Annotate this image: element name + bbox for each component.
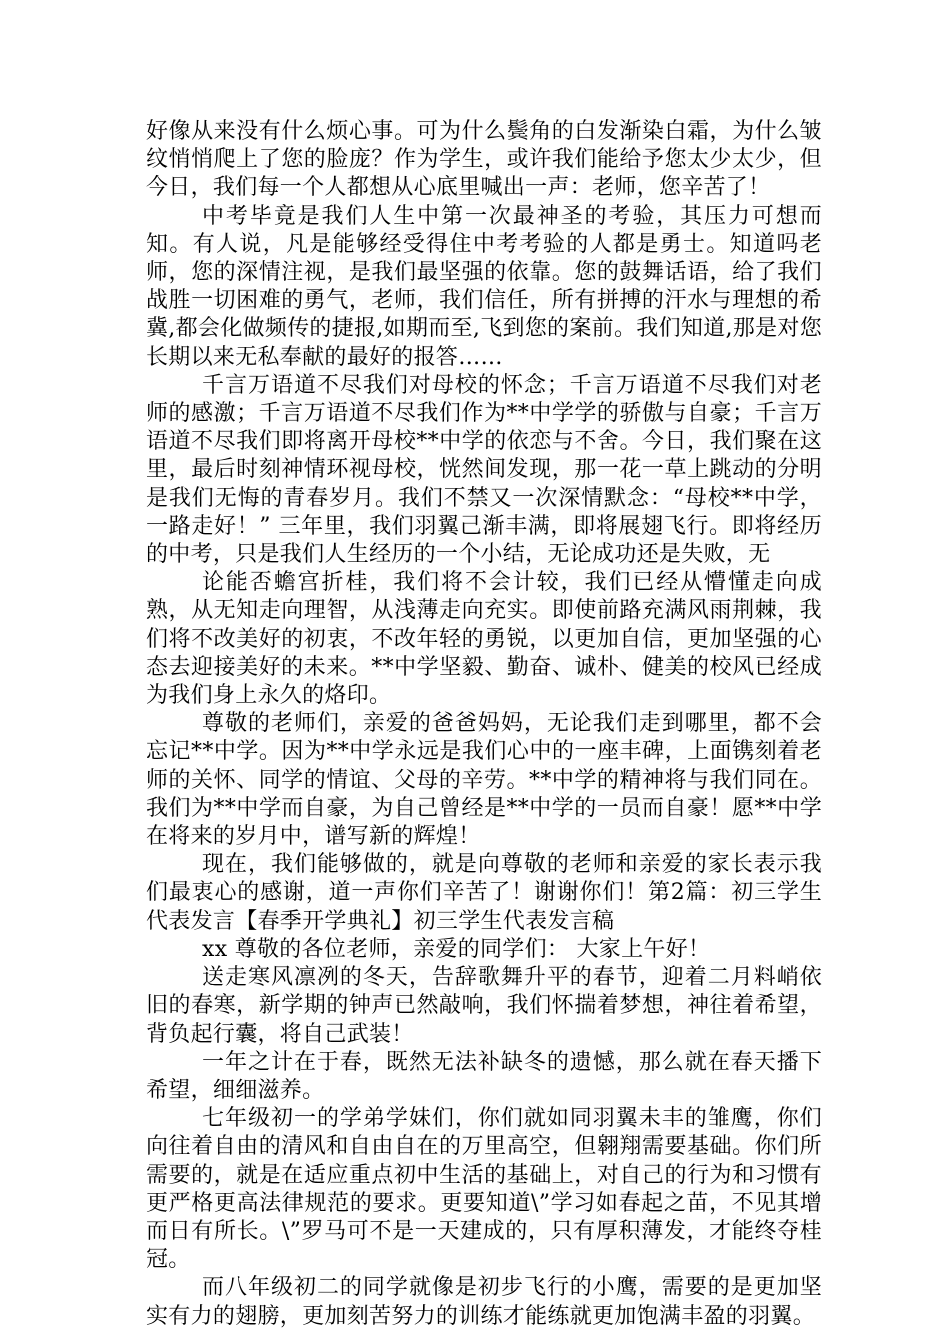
- paragraph-11: 而八年级初二的同学就像是初步飞行的小鹰，需要的是更加坚实有力的翅膀，更加刻苦努力的训练才能练就更加饱满丰盈的羽翼。: [146, 1275, 822, 1329]
- paragraph-2: 中考毕竟是我们人生中第一次最神圣的考验，其压力可想而知。有人说，凡是能够经受得住中考考验的人都是勇士。知道吗老师，您的深情注视，是我们最坚强的依靠。您的鼓舞话语，给了我们战胜一切困难的勇气，老师，我们信任，所有拼搏的汗水与理想的希冀,都会化做频传的捷报,如期而至,飞到您的案前。我们知道,那是对您长期以来无私奉献的最好的报答……: [146, 203, 822, 370]
- paragraph-3: 千言万语道不尽我们对母校的怀念；千言万语道不尽我们对老师的感激；千言万语道不尽我们作为**中学学的骄傲与自豪；千言万语道不尽我们即将离开母校**中学的依恋与不舍。今日，我们聚在这里，最后时刻神情环视母校，恍然间发现，那一花一草上跳动的分明是我们无悔的青春岁月。我们不禁又一次深情默念：“母校**中学，一路走好！” 三年里，我们羽翼己渐丰满，即将展翅飞行。即将经历的中考，只是我们人生经历的一个小结，无论成功还是失败，无: [146, 372, 822, 568]
- paragraph-7: xx 尊敬的各位老师，亲爱的同学们： 大家上午好！: [202, 936, 711, 962]
- paragraph-9: 一年之计在于春，既然无法补缺冬的遗憾，那么就在春天播下希望，细细滋养。: [146, 1049, 822, 1103]
- paragraph-4: 论能否蟾宫折桂，我们将不会计较，我们已经从懵懂走向成熟，从无知走向理智，从浅薄走向充实。即使前路充满风雨荆棘，我们将不改美好的初衷，不改年轻的勇锐，以更加自信，更加坚强的心态去迎接美好的未来。**中学坚毅、勤奋、诚朴、健美的校风已经成为我们身上永久的烙印。: [146, 570, 822, 709]
- paragraph-6: 现在，我们能够做的，就是向尊敬的老师和亲爱的家长表示我们最衷心的感谢，道一声你们辛苦了！谢谢你们！第2篇：初三学生代表发言【春季开学典礼】初三学生代表发言稿: [146, 852, 822, 934]
- paragraph-1: 好像从来没有什么烦心事。可为什么鬓角的白发渐染白霜，为什么皱纹悄悄爬上了您的脸庞？作为学生，或许我们能给予您太少太少，但今日，我们每一个人都想从心底里喊出一声：老师，您辛苦了！: [146, 119, 822, 201]
- document-body: [146, 118, 822, 1331]
- paragraph-10: 七年级初一的学弟学妹们，你们就如同羽翼未丰的雏鹰，你们向往着自由的清风和自由自在的万里高空，但翱翔需要基础。你们所需要的，就是在适应重点初中生活的基础上，对自己的行为和习惯有更严格更高法律规范的要求。更要知道\”学习如春起之苗，不见其增而日有所长。\”罗马可不是一天建成的，只有厚积薄发，才能终夺桂冠。: [146, 1106, 822, 1273]
- paragraph-8: 送走寒风凛冽的冬天，告辞歌舞升平的春节，迎着二月料峭依旧的春寒，新学期的钟声已然敲响，我们怀揣着梦想，神往着希望，背负起行囊，将自己武装！: [146, 965, 822, 1047]
- paragraph-5: 尊敬的老师们，亲爱的爸爸妈妈，无论我们走到哪里，都不会忘记**中学。因为**中学永远是我们心中的一座丰碑，上面镌刻着老师的关怀、同学的情谊、父母的辛劳。**中学的精神将与我们同在。我们为**中学而自豪，为自己曾经是**中学的一员而自豪！愿**中学在将来的岁月中，谱写新的辉煌！: [146, 711, 822, 850]
